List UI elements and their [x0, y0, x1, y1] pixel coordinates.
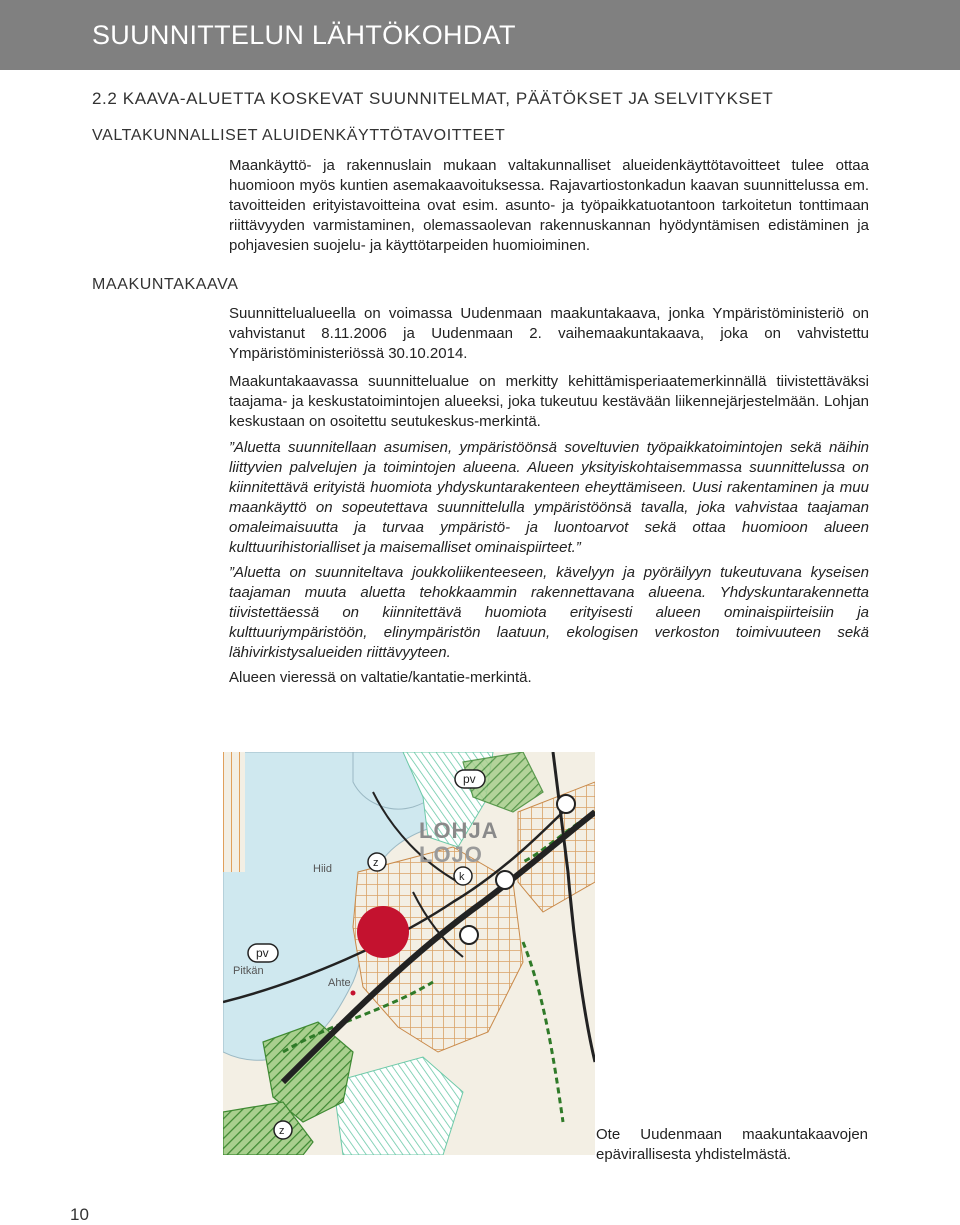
pv-badge-1: [455, 770, 485, 788]
place-label-lohja: LOHJA: [419, 818, 499, 843]
document-title: SUUNNITTELUN LÄHTÖKOHDAT: [92, 20, 516, 50]
header-bar: [0, 0, 960, 70]
station-circle-icon: [460, 926, 478, 944]
z-marker-2: [274, 1121, 292, 1139]
pv-badge-2: [248, 944, 278, 962]
svg-text:k: k: [459, 871, 465, 883]
maakuntakaava-paragraph-2: Maakuntakaavassa suunnittelualue on merkitty kehittämisperiaatemerkinnällä tiivistettäväksi taajama- ja keskustatoimintojen alueeksi, joka tukeutuu kestävään liikennejärjestelmään. Lohjan keskustaan on osoitettu seutukeskus-merkintä.: [229, 373, 869, 430]
station-circle-icon: [496, 871, 514, 889]
z-marker-1: [368, 853, 386, 871]
place-label-lojo: LOJO: [419, 842, 483, 867]
maakuntakaava-heading: MAAKUNTAKAAVA: [92, 276, 239, 293]
station-circle-icon: [557, 795, 575, 813]
page-number: 10: [70, 1205, 89, 1224]
place-label-ahte: Ahte: [328, 977, 351, 989]
section-heading: 2.2 KAAVA-ALUETTA KOSKEVAT SUUNNITELMAT, PÄÄTÖKSET JA SELVITYKSET: [92, 89, 774, 108]
svg-text:pv: pv: [256, 946, 269, 960]
map-caption: Ote Uudenmaan maakuntakaavojen epävirallisesta yhdistelmästä.: [596, 1126, 868, 1163]
regional-centre-dot-icon: [357, 906, 409, 958]
small-red-dot: [351, 991, 356, 996]
regional-plan-map: [223, 752, 595, 1155]
maakuntakaava-quote-2: ”Aluetta on suunniteltava joukkoliikenteeseen, kävelyyn ja pyöräilyyn tukeutuvana kyseisen taajaman muuta aluetta tehokkaammin rakennettavana alueena. Yhdyskuntarakennetta tiivistettäessä on kiinnitettävä huomiota erityisesti alueen ominaispiirteisiin ja kulttuuriympäristöön, elinympäristön laatuun, ekologisen verkoston toimivuuteen sekä lähivirkistysalueiden riittävyyteen.: [229, 564, 869, 661]
maakuntakaava-paragraph-1: Suunnittelualueella on voimassa Uudenmaan maakuntakaava, jonka Ympäristöministeriö on vahvistanut 8.11.2006 ja Uudenmaan 2. vaihemaakuntakaava, joka on vahvistettu Ympäristöministeriössä 30.10.2014.: [229, 305, 869, 362]
svg-text:pv: pv: [463, 772, 476, 786]
place-label-pitkan: Pitkän: [233, 965, 264, 977]
place-label-hiid: Hiid: [313, 863, 332, 875]
vat-heading: VALTAKUNNALLISET ALUIDENKÄYTTÖTAVOITTEET: [92, 127, 506, 144]
svg-text:z: z: [373, 857, 379, 869]
maakuntakaava-paragraph-3: Alueen vieressä on valtatie/kantatie-merkintä.: [229, 669, 532, 686]
k-marker: [454, 867, 472, 885]
top-left-strip: [223, 752, 245, 872]
svg-text:z: z: [279, 1125, 285, 1137]
maakuntakaava-quote-1: ”Aluetta suunnitellaan asumisen, ympäristöönsä soveltuvien työpaikkatoimintojen sekä näihin liittyvien palvelujen ja toimintojen alueena. Alueen yksityiskohtaisemmassa suunnittelussa on kiinnitettävä erityistä huomiota yhdyskuntarakenteen eheyttämiseen. Uusi rakentaminen ja muu maankäyttö on sopeutettava suunnittelulla ympäristöönsä tavalla, joka vahvistaa taajaman omaleimaisuutta ja turvaa ympäristö- ja luontoarvot sekä ottaa huomioon alueen kulttuurihistorialliset ja maisemalliset ominaispiirteet.”: [229, 439, 869, 556]
vat-paragraph: Maankäyttö- ja rakennuslain mukaan valtakunnalliset alueidenkäyttötavoitteet tulee ottaa huomioon myös kuntien asemakaavoituksessa. Rajavartiostonkadun kaavan suunnittelussa em. tavoitteiden erityistavoitteina ovat esim. asunto- ja työpaikkatuotantoon tarkoitetun tonttimaan riittävyyden varmistaminen, olemassaolevan rakennuskannan hyödyntämisen edistäminen ja pohjavesien suojelu- ja käyttötarpeiden huomioiminen.: [229, 157, 869, 254]
